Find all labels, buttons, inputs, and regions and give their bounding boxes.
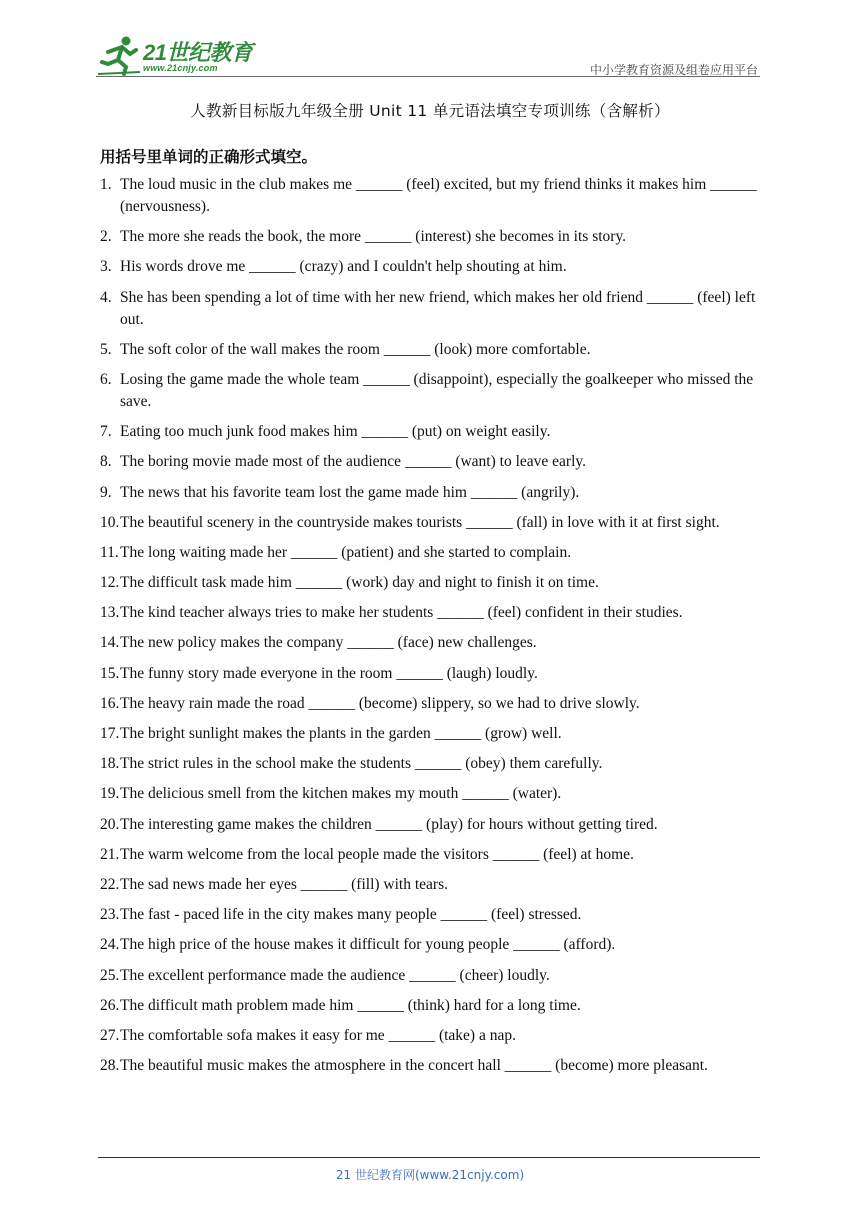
question-text: The sad news made her eyes ______ (fill) with tears.	[120, 875, 448, 893]
question-text: The funny story made everyone in the room ______ (laugh) loudly.	[120, 664, 538, 682]
question-text: The strict rules in the school make the students ______ (obey) them carefully.	[120, 755, 603, 773]
question-text: The loud music in the club makes me ______ (feel) excited, but my friend thinks it makes him ______ (nervousness).	[120, 176, 757, 215]
question-item	[100, 995, 760, 1017]
question-number: 22.	[100, 875, 120, 893]
question-text: The bright sunlight makes the plants in the garden ______ (grow) well.	[120, 725, 562, 742]
question-text: The comfortable sofa makes it easy for me ______ (take) a nap.	[120, 1026, 516, 1044]
question-number: 18.	[100, 755, 120, 773]
question-item	[100, 226, 760, 248]
question-item	[100, 1055, 760, 1077]
question-number: 2.	[100, 228, 112, 246]
header-divider	[96, 76, 760, 77]
question-number: 21.	[100, 845, 120, 863]
question-item	[100, 421, 760, 443]
question-number: 17.	[100, 725, 120, 742]
logo-url: www.21cnjy.com	[143, 63, 218, 73]
question-number: 15.	[100, 664, 120, 682]
question-number: 7.	[100, 423, 112, 441]
question-item	[100, 542, 760, 564]
question-item	[100, 874, 760, 896]
question-item	[100, 753, 760, 775]
question-item	[100, 934, 760, 956]
question-number: 14.	[100, 634, 120, 652]
question-number: 9.	[100, 483, 112, 501]
question-text: His words drove me ______ (crazy) and I couldn't help shouting at him.	[120, 258, 567, 276]
question-text: The new policy makes the company ______ (face) new challenges.	[120, 634, 537, 652]
question-item	[100, 451, 760, 473]
question-number: 16.	[100, 694, 120, 712]
question-text: The kind teacher always tries to make her students ______ (feel) confident in their studies.	[120, 604, 683, 622]
question-text: The warm welcome from the local people made the visitors ______ (feel) at home.	[120, 845, 634, 863]
question-text: The high price of the house makes it difficult for young people ______ (afford).	[120, 936, 616, 954]
question-item	[100, 693, 760, 715]
question-number: 26.	[100, 996, 120, 1014]
question-text: The news that his favorite team lost the game made him ______ (angrily).	[120, 483, 580, 501]
footer-text: 21 世纪教育网(www.21cnjy.com)	[335, 1168, 525, 1182]
page-header	[96, 34, 760, 78]
question-text: The beautiful scenery in the countryside makes tourists ______ (fall) in love with it at first sight.	[120, 513, 720, 531]
question-item	[100, 512, 760, 534]
question-text: The heavy rain made the road ______ (become) slippery, so we had to drive slowly.	[120, 694, 640, 712]
question-item	[100, 814, 760, 836]
question-text: The difficult task made him ______ (work) day and night to finish it on time.	[120, 574, 599, 592]
question-item	[100, 572, 760, 594]
question-text: She has been spending a lot of time with her new friend, which makes her old friend ______ (feel) left out.	[120, 288, 756, 328]
question-number: 6.	[100, 370, 112, 388]
question-number: 23.	[100, 906, 120, 924]
logo-wordmark: 21世纪教育	[143, 40, 253, 65]
question-number: 3.	[100, 258, 112, 276]
question-item	[100, 783, 760, 805]
runner-logo-icon	[96, 34, 142, 78]
question-item	[100, 904, 760, 926]
question-text: The long waiting made her ______ (patient) and she started to complain.	[120, 543, 572, 561]
question-item	[100, 287, 760, 331]
footer-divider	[98, 1157, 760, 1158]
question-item	[100, 602, 760, 624]
document-title: 人教新目标版九年级全册 Unit 11 单元语法填空专项训练（含解析）	[190, 102, 670, 120]
question-number: 4.	[100, 288, 112, 306]
question-number: 8.	[100, 453, 112, 471]
question-item	[100, 632, 760, 654]
question-text: Eating too much junk food makes him ______ (put) on weight easily.	[120, 423, 551, 441]
question-number: 24.	[100, 936, 120, 954]
question-text: The interesting game makes the children ______ (play) for hours without getting tired.	[120, 815, 658, 833]
question-text: The soft color of the wall makes the room ______ (look) more comfortable.	[120, 340, 591, 358]
question-text: The difficult math problem made him ______ (think) hard for a long time.	[120, 996, 581, 1014]
question-number: 19.	[100, 785, 120, 803]
question-text: The boring movie made most of the audience ______ (want) to leave early.	[120, 453, 586, 471]
question-number: 10.	[100, 513, 120, 531]
question-number: 28.	[100, 1057, 120, 1075]
question-number: 5.	[100, 340, 112, 358]
question-number: 13.	[100, 604, 120, 622]
question-text: Losing the game made the whole team ______ (disappoint), especially the goalkeeper who missed the save.	[120, 370, 754, 410]
question-item	[100, 663, 760, 685]
question-item	[100, 965, 760, 987]
platform-name: 中小学教育资源及组卷应用平台	[589, 63, 758, 77]
question-text: The more she reads the book, the more ______ (interest) she becomes in its story.	[120, 228, 627, 246]
question-number: 27.	[100, 1026, 120, 1044]
question-number: 25.	[100, 966, 120, 984]
question-number: 11.	[100, 543, 119, 561]
question-number: 12.	[100, 574, 120, 592]
question-list	[100, 174, 760, 1085]
question-text: The fast - paced life in the city makes many people ______ (feel) stressed.	[120, 906, 582, 924]
question-number: 1.	[100, 176, 112, 193]
question-text: The beautiful music makes the atmosphere in the concert hall ______ (become) more pleasant.	[120, 1057, 708, 1075]
question-item	[100, 256, 760, 278]
question-number: 20.	[100, 815, 120, 833]
logo	[96, 34, 266, 78]
question-item	[100, 369, 760, 413]
question-item	[100, 174, 760, 218]
question-text: The delicious smell from the kitchen makes my mouth ______ (water).	[120, 785, 562, 803]
question-item	[100, 482, 760, 504]
question-text: The excellent performance made the audience ______ (cheer) loudly.	[120, 966, 550, 984]
instruction-text: 用括号里单词的正确形式填空。	[100, 148, 318, 166]
question-item	[100, 1025, 760, 1047]
question-item	[100, 723, 760, 745]
question-item	[100, 844, 760, 866]
question-item	[100, 339, 760, 361]
